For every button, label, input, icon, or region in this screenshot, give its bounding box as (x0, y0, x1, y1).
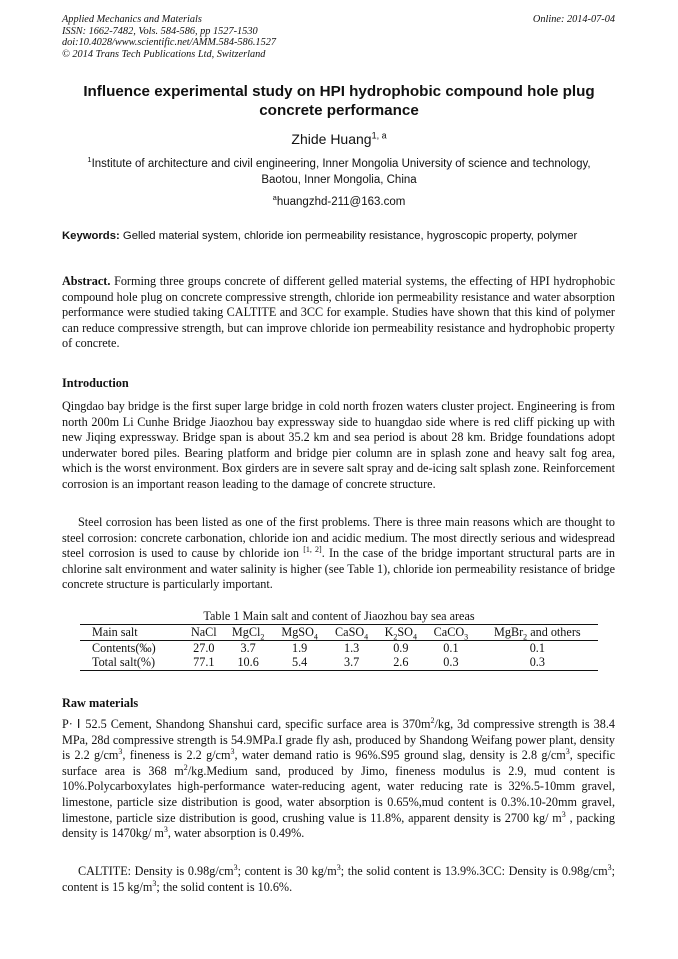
col-header: CaCO$_3$ (433, 625, 469, 642)
table-row (80, 655, 598, 670)
keywords-text: Gelled material system, chloride ion permeability resistance, hygroscopic property, polymer (119, 230, 578, 242)
introduction-heading: Introduction (62, 376, 129, 390)
raw-materials-paragraph-1: P· Ⅰ 52.5 Cement, Shandong Shanshui card, specific surface area is $370m^2/kg$, 3d compressive strength is 38.4 MPa, 28d compressive strength is 54.9MPa.I grade fly ash, produced by Shandong Weifang power plant, density is 2.2 $g/cm^3$, fineness is 2.2 $g/cm^3$, water demand ratio is 96%.S95 ground slag, density is 2.8 $g/cm^3$, specific surface area is 368 $m^2/kg.Medium$ sand, produced by Jimo, fineness modulus is 2.9, mud content is 10%.Polycarboxylates high-performance water-reducing agent, water reducing rate is 32%.5-10mm gravel, limestone, particle size distribution is good, water absorption is 0.65%,mud content is 0.3%.10-20mm gravel, limestone, particle size distribution is good, crushing value is 11.8%, apparent density is 2700 kg/ $m^3$ , packing density is 1470kg/ $m^3$, water absorption is 0.49%. (62, 715, 616, 841)
journal-name: Applied Mechanics and Materials (62, 14, 202, 25)
citation[interactable]: [1, 2] (303, 545, 322, 555)
row-label: Contents(‰) (92, 640, 156, 655)
table-header-row (80, 625, 598, 641)
table-cell: 3.7 (343, 655, 360, 669)
author-name: Zhide Huang (291, 131, 372, 147)
journal-header (62, 14, 482, 60)
paper-title (62, 82, 616, 120)
salt-content-table (80, 624, 598, 671)
raw-materials-paragraph-2: CALTITE: Density is $0.98g/cm^3$; content is 30 $kg/m^3$; the solid content is 13.9%.3CC: Density is $0.98g/cm^3$; content is 15 $kg/m^3$; the solid content is 10.6%. (62, 862, 616, 894)
copyright-line: © 2014 Trans Tech Publications Ltd, Switzerland (62, 48, 266, 60)
table-cell: 1.9 (292, 640, 308, 655)
table-cell: 0.1 (529, 640, 545, 655)
col-header: NaCl (190, 625, 217, 639)
col-header: CaSO$_4$ (335, 625, 369, 642)
table-header-label: Main salt (92, 625, 138, 639)
issn-line: ISSN: 1662-7482, Vols. 584-586, pp 1527-1530 (62, 25, 258, 37)
table-cell: 2.6 (393, 655, 409, 669)
intro-p2-text: Steel corrosion has been listed as one of the first problems. There is three main reasons which are thought to steel corrosion: concrete carbonation, chloride ion and acidic medium. The most directly serious and widespread steel corrosion is used to cause by chloride ion (62, 515, 615, 561)
author-line (62, 131, 616, 147)
affiliation-line-1: Institute of architecture and civil engineering, Inner Mongolia University of science and technology, (91, 158, 591, 170)
table-cell: 0.1 (443, 640, 459, 655)
col-header: MgSO$_4$ (281, 625, 318, 642)
table-cell: 5.4 (292, 655, 308, 669)
online-date: Online: 2014-07-04 (532, 14, 615, 25)
table-cell: 77.1 (193, 655, 215, 669)
intro-p2-text-cont: . In the case of the bridge important structural parts are in chlorine salt environment and water salinity is higher (see Table 1), chloride ion permeability resistance of bridge concrete structure is particularly important. (62, 546, 616, 592)
email-address[interactable]: huangzhd-211@163.com (276, 196, 406, 208)
table-caption: Table 1 Main salt and content of Jiaozhou bay sea areas (203, 609, 475, 623)
table-cell: 0.9 (393, 640, 409, 655)
col-header: MgBr$_2$ and others (494, 625, 581, 642)
table-row (80, 640, 598, 655)
row-label: Total salt(%) (92, 655, 156, 669)
col-header: $K_2SO_4$ (384, 625, 417, 642)
affiliation-superscript: 1 (87, 155, 92, 165)
table-cell: 27.0 (193, 640, 215, 655)
abstract (62, 274, 615, 352)
table-cell: 0.3 (443, 655, 459, 669)
affiliation-line-2: Baotou, Inner Mongolia, China (261, 174, 417, 186)
introduction-paragraph-1: Qingdao bay bridge is the first super large bridge in cold north frozen waters cluster project. Engineering is from north 200m Li Cunhe Bridge Jiaozhou bay expressway side to huangdao side where is red cliff picking up with new Jiqing expressway. Bridge span is about 35.2 km and sea period is about 28 km. Bridge foundations adopt underwater bored piles. Bearing platform and bridge pier column are in splash zone and heavy salt fog area, which is the worst environment. Box girders are in severe salt spray and de-icing salt splash zone. Reinforcement corrosion is an important reason leading to the damage of concrete structure. (62, 399, 615, 491)
affiliation (62, 156, 616, 188)
table-cell: 3.7 (240, 640, 256, 655)
raw-materials-heading: Raw materials (62, 696, 139, 710)
doi-line[interactable]: doi:10.4028/www.scientific.net/AMM.584-586.1527 (62, 37, 277, 49)
introduction-paragraph-2 (62, 515, 615, 593)
abstract-label: Abstract. (62, 274, 111, 288)
title-line-2: concrete performance (259, 102, 419, 119)
author-superscript: 1, a (371, 130, 387, 141)
email-superscript: a (272, 193, 277, 203)
keywords-label: Keywords: (62, 230, 120, 242)
table-cell: 1.3 (343, 640, 360, 655)
email-line (62, 193, 616, 208)
abstract-text: Forming three groups concrete of different gelled material systems, the effecting of HPI hydrophobic compound hole plug on concrete compressive strength, chloride ion permeability resistance and water absorption performance were studied taking CALTITE and 3CC for example. Studies have shown that this kind of polymer can reduce compressive strength, but can improve chloride ion permeability resistance and hydrophobic property of concrete. (62, 274, 615, 351)
table-cell: 10.6 (237, 655, 259, 669)
table-cell: 0.3 (529, 655, 545, 669)
col-header: MgCl$_2$ (231, 625, 265, 642)
title-line-1: Influence experimental study on HPI hydrophobic compound hole plug (83, 83, 595, 100)
keywords (62, 229, 614, 245)
